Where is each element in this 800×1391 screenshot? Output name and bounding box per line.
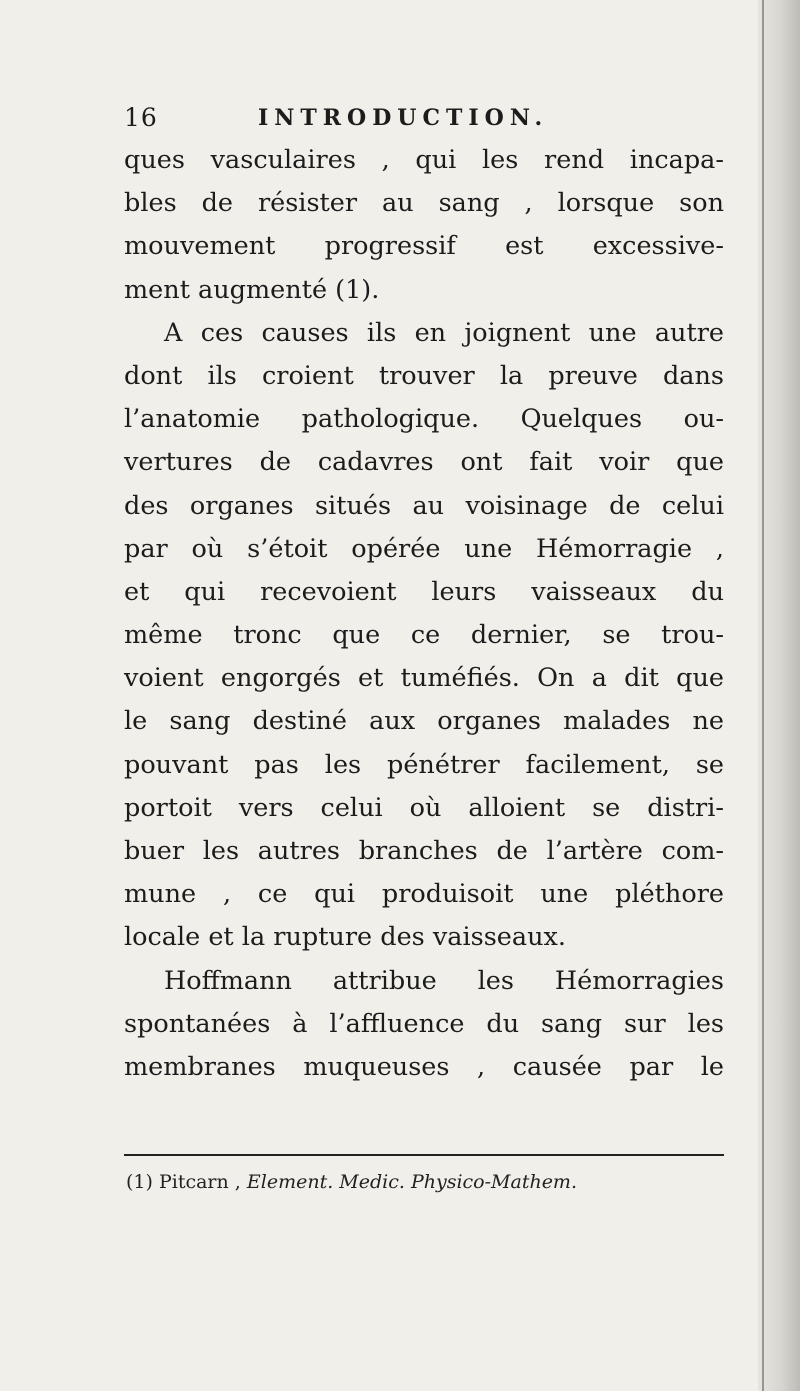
text-line: locale et la rupture des vaisseaux. <box>124 922 566 953</box>
text-line: et qui recevoient leurs vaisseaux du <box>124 576 724 607</box>
text-line: spontanées à l’affluence du sang sur les <box>124 1008 724 1039</box>
text-line: membranes muqueuses , causée par le <box>124 1051 724 1082</box>
footnote-marker: (1) <box>126 1171 153 1193</box>
page-number: 16 <box>124 103 158 132</box>
text-line: pouvant pas les pénétrer facilement, se <box>124 749 724 780</box>
text-line: par où s’étoit opérée une Hémorragie , <box>124 533 724 564</box>
page-edge-shadow <box>758 0 800 1391</box>
text-line: bles de résister au sang , lorsque son <box>124 188 724 219</box>
text-line: Hoffmann attribue les Hémorragies <box>164 965 724 996</box>
page-edge-line <box>762 0 764 1391</box>
text-line: mouvement progressif est excessive- <box>124 231 724 262</box>
text-line: buer les autres branches de l’artère com- <box>124 836 724 866</box>
text-line: A ces causes ils en joignent une autre <box>164 317 724 348</box>
footnote-divider <box>124 1154 724 1156</box>
text-line: portoit vers celui où alloient se distri- <box>124 792 724 823</box>
text-line: des organes situés au voisinage de celui <box>124 490 724 521</box>
text-line: vertures de cadavres ont fait voir que <box>124 447 724 478</box>
footnote <box>126 1162 577 1202</box>
text-line: ment augmenté (1). <box>124 274 380 305</box>
text-line: l’anatomie pathologique. Quelques ou- <box>124 404 724 435</box>
text-line: dont ils croient trouver la preuve dans <box>124 360 724 391</box>
text-line: mune , ce qui produisoit une pléthore <box>124 879 724 910</box>
running-head: INTRODUCTION. <box>258 105 549 131</box>
text-line: ques vasculaires , qui les rend incapa- <box>124 145 724 175</box>
text-line: même tronc que ce dernier, se trou- <box>124 620 724 651</box>
footnote-author: Pitcarn , <box>158 1171 241 1193</box>
body-text <box>124 139 724 1089</box>
page-header <box>124 98 724 138</box>
text-line: le sang destiné aux organes malades ne <box>124 706 724 737</box>
footnote-title: Element. Medic. Physico-Mathem. <box>246 1171 577 1193</box>
text-line: voient engorgés et tuméfiés. On a dit que <box>124 663 724 694</box>
